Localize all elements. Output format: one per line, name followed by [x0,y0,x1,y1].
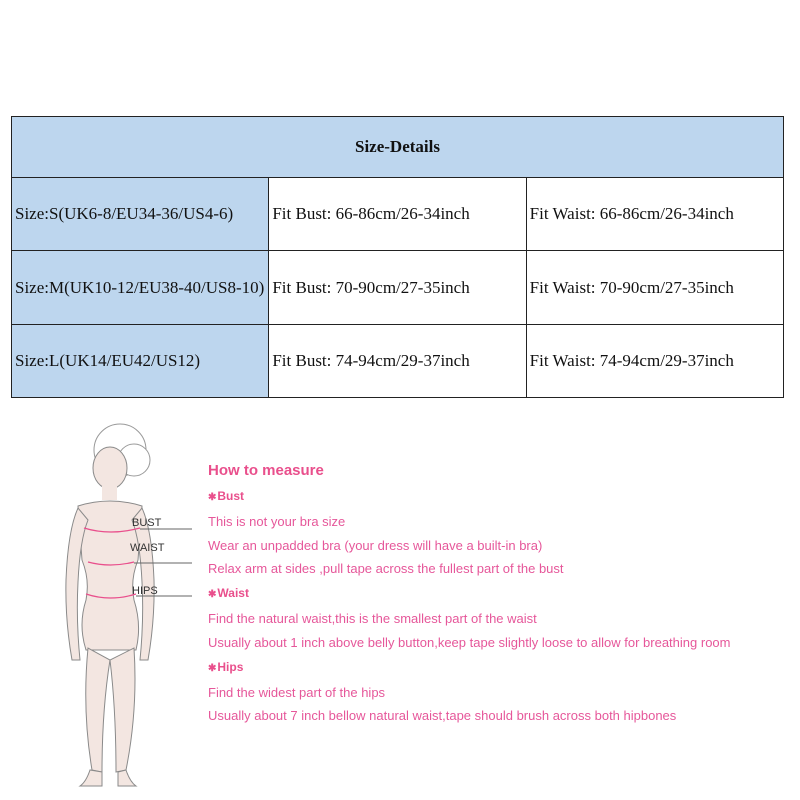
guide-title: How to measure [208,462,324,479]
guide-line: Usually about 7 inch bellow natural waist,tape should brush across both hipbones [208,708,677,724]
bust-cell: Fit Bust: 74-94cm/29-37inch [269,324,526,397]
table-row [12,178,784,251]
waist-cell: Fit Waist: 66-86cm/26-34inch [526,178,783,251]
bust-cell: Fit Bust: 66-86cm/26-34inch [269,178,526,251]
size-cell: Size:M(UK10-12/EU38-40/US8-10) [12,251,269,324]
guide-line: Find the natural waist,this is the smallest part of the waist [208,611,537,627]
size-cell: Size:L(UK14/EU42/US12) [12,324,269,397]
guide-line: Find the widest part of the hips [208,684,386,700]
table-row [12,324,784,397]
guide-line: Wear an unpadded bra (your dress will have a built-in bra) [208,537,543,553]
guide-line: Usually about 1 inch above belly button,keep tape slightly loose to allow for breathing room [208,634,731,650]
size-cell: Size:S(UK6-8/EU34-36/US4-6) [12,178,269,251]
bust-cell: Fit Bust: 70-90cm/27-35inch [269,251,526,324]
hips-heading: ✱Hips [208,659,244,674]
how-to-measure-guide [208,460,788,728]
waist-heading: ✱Waist [208,586,249,601]
waist-cell: Fit Waist: 70-90cm/27-35inch [526,251,783,324]
waist-label: WAIST [130,542,165,554]
table-title: Size-Details [12,117,784,178]
table-row [12,251,784,324]
bust-heading: ✱Bust [208,489,245,503]
waist-cell: Fit Waist: 74-94cm/29-37inch [526,324,783,397]
size-details-table [11,116,784,398]
guide-line: Relax arm at sides ,pull tape across the fullest part of the bust [208,561,564,577]
star-icon: ✱ [208,589,217,601]
star-icon: ✱ [208,662,217,674]
body-figure-illustration [30,410,210,795]
star-icon: ✱ [208,492,217,503]
bust-label: BUST [132,517,162,529]
hips-label: HIPS [132,585,158,597]
guide-line: This is not your bra size [208,514,346,529]
